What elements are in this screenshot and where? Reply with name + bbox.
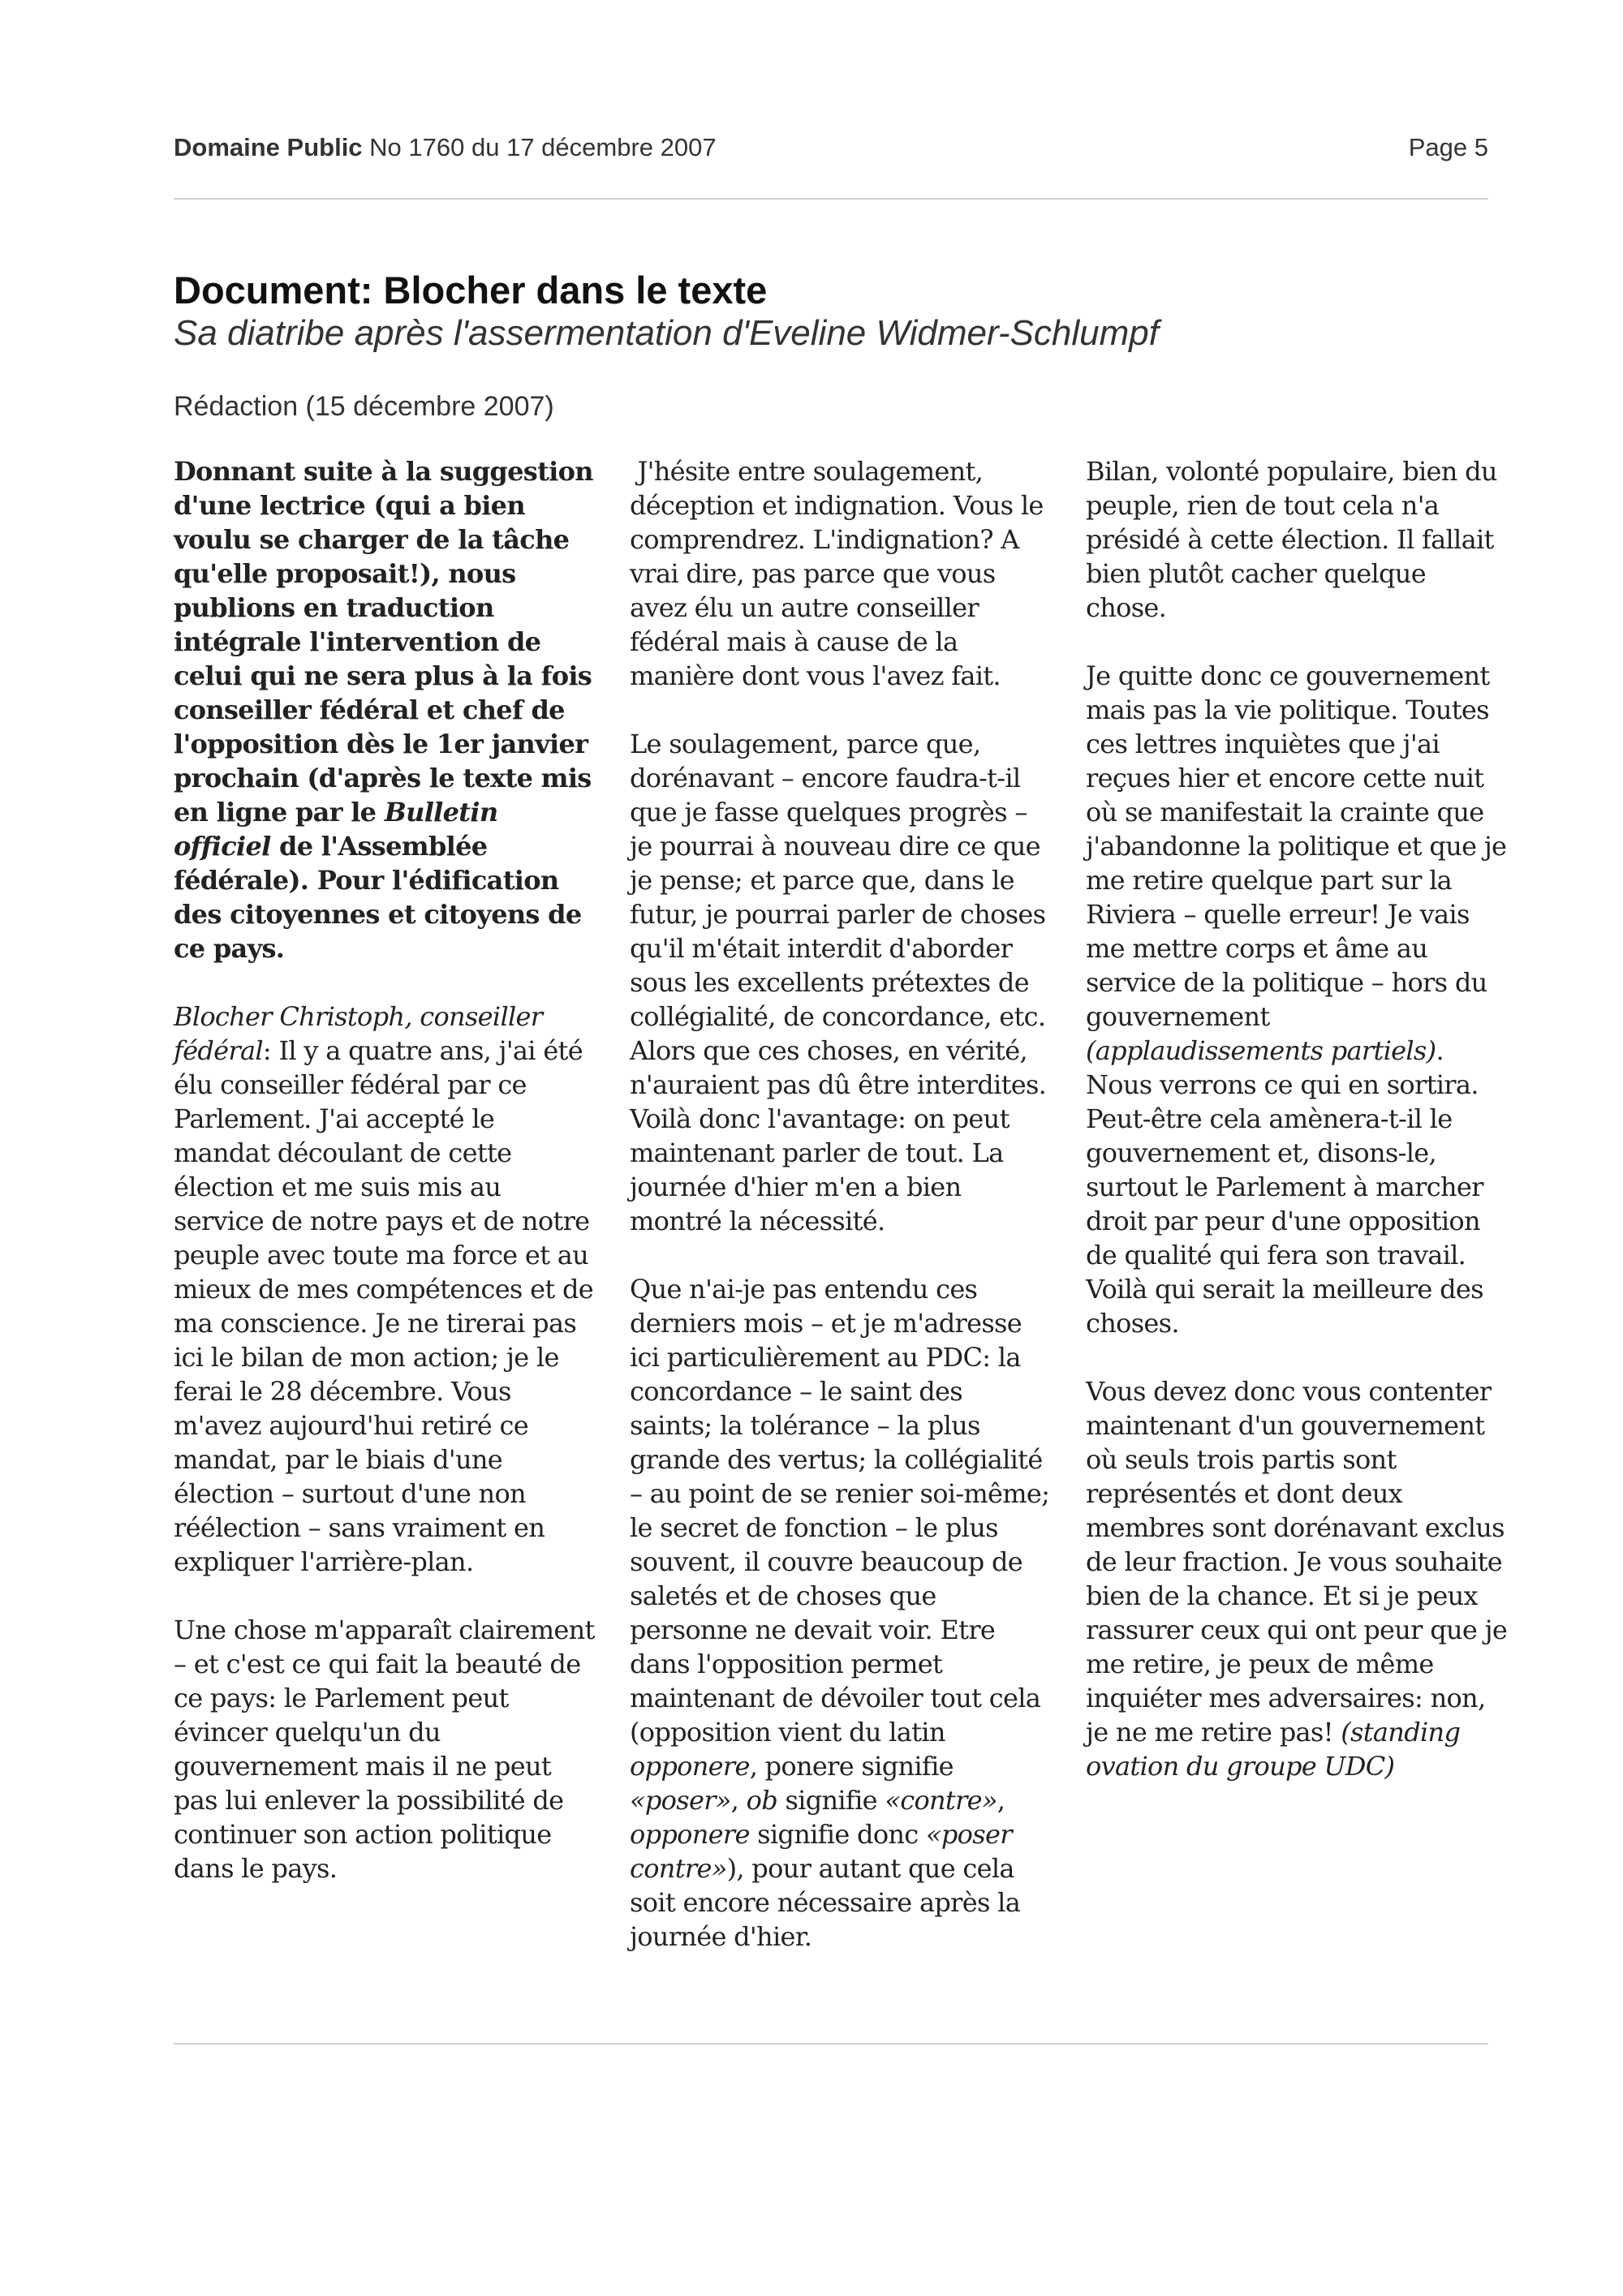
column-2: [630, 454, 1052, 1988]
speech-paragraph: Bilan, volonté populaire, bien du peuple, rien de tout cela n'a présidé à cette élection. Il fallait bien plutôt cacher quelque chose.: [1086, 456, 1497, 623]
speech-paragraph: J'hésite entre soulagement, déception et indignation. Vous le comprendrez. L'indignation? A vrai dire, pas parce que vous avez élu un autre conseiller fédéral mais à cause de la manière dont vous l'avez fait.: [630, 456, 1052, 691]
speech-paragraph: Que n'ai-je pas entendu ces derniers mois – et je m'adresse ici particulièrement au PDC: la concordance – le saint des saints; la tolérance – la plus grande des vertus; la collégialité – au point de se renier soi-même; le secret de fonction – le plus souvent, il couvre beaucoup de saletés et de choses que personne ne devait voir. Etre dans l'opposition permet maintenant de dévoiler tout cela (opposition vient du latin opponere, ponere signifie «poser», ob signifie «contre», opponere signifie donc «poser contre»), pour autant que cela soit encore nécessaire après la journée d'hier.: [630, 1274, 1050, 1952]
page-number: Page 5: [1408, 133, 1488, 161]
column-1: [174, 454, 596, 1920]
issue-info: No 1760 du 17 décembre 2007: [369, 133, 717, 161]
speech-paragraph: Une chose m'apparaît clairement – et c'est ce qui fait la beauté de ce pays: le Parlement peut évincer quelqu'un du gouvernement mais il ne peut pas lui enlever la possibilité de continuer son action politique dans le pays.: [174, 1615, 595, 1884]
article-title: Document: Blocher dans le texte: [174, 269, 768, 312]
speech-paragraph: Je quitte donc ce gouvernement mais pas la vie politique. Toutes ces lettres inquiètes que j'ai reçues hier et encore cette nuit où se manifestait la crainte que j'abandonne la politique et que je me retire quelque part sur la Riviera – quelle erreur! Je vais me mettre corps et âme au service de la politique – hors du gouvernement (applaudissements partiels). Nous verrons ce qui en sortira. Peut-être cela amènera-t-il le gouvernement et, disons-le, surtout le Parlement à marcher droit par peur d'une opposition de qualité qui fera son travail. Voilà qui serait la meilleure des choses.: [1086, 660, 1507, 1339]
article-byline: Rédaction (15 décembre 2007): [174, 391, 554, 422]
header-divider: [174, 198, 1488, 200]
publication-name: Domaine Public: [174, 133, 363, 161]
page-header: [174, 133, 1488, 162]
footer-divider: [174, 2043, 1488, 2044]
speech-paragraph: Le soulagement, parce que, dorénavant – encore faudra-t-il que je fasse quelques progrès – je pourrai à nouveau dire ce que je pense; et parce que, dans le futur, je pourrai parler de choses qu'il m'était interdit d'aborder sous les excellents prétextes de collégialité, de concordance, etc. Alors que ces choses, en vérité, n'auraient pas dû être interdites. Voilà donc l'avantage: on peut maintenant parler de tout. La journée d'hier m'en a bien montré la nécessité.: [630, 729, 1047, 1236]
speaker-name: Blocher Christoph, conseiller fédéral: [174, 1001, 543, 1066]
article-subtitle: Sa diatribe après l'assermentation d'Eveline Widmer-Schlumpf: [174, 313, 1159, 353]
column-3: [1086, 454, 1508, 1817]
lead-paragraph: Donnant suite à la suggestion d'une lectrice (qui a bien voulu se charger de la tâche qu'elle proposait!), nous publions en traduction intégrale l'intervention de celui qui ne sera plus à la fois conseiller fédéral et chef de l'opposition dès le 1er janvier prochain (d'après le texte mis en ligne par le Bulletin officiel de l'Assemblée fédérale). Pour l'édification des citoyennes et citoyens de ce pays.: [174, 456, 593, 964]
speech-paragraph: Vous devez donc vous contenter maintenant d'un gouvernement où seuls trois partis sont représentés et dont deux membres sont dorénavant exclus de leur fraction. Je vous souhaite bien de la chance. Et si je peux rassurer ceux qui ont peur que je me retire, je peux de même inquiéter mes adversaires: non, je ne me retire pas! (standing ovation du groupe UDC): [1086, 1376, 1508, 1782]
speech-paragraph: Blocher Christoph, conseiller fédéral: Il y a quatre ans, j'ai été élu conseiller fédéral par ce Parlement. J'ai accepté le mandat découlant de cette élection et me suis mis au service de notre pays et de notre peuple avec toute ma force et au mieux de mes compétences et de ma conscience. Je ne tirerai pas ici le bilan de mon action; je le ferai le 28 décembre. Vous m'avez aujourd'hui retiré ce mandat, par le biais d'une élection – surtout d'une non réélection – sans vraiment en expliquer l'arrière-plan.: [174, 1001, 594, 1577]
